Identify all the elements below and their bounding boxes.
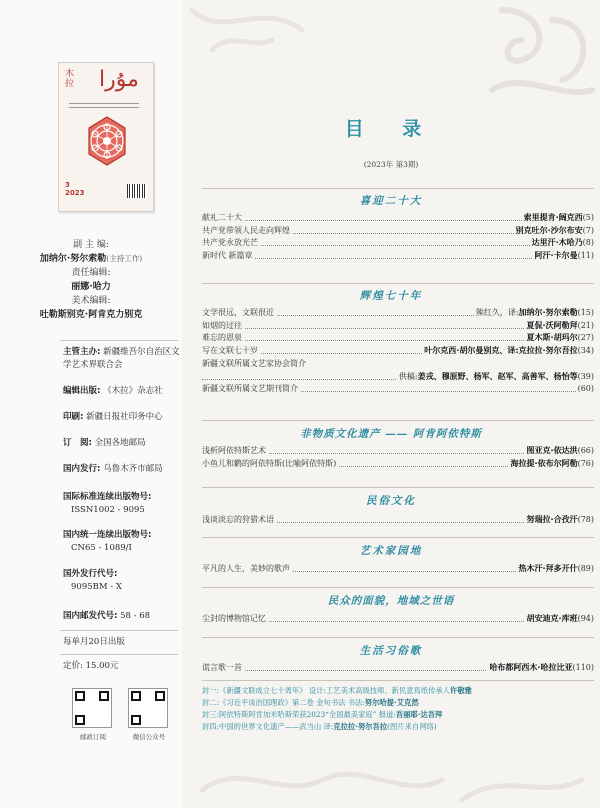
corner-ornament-icon — [482, 0, 600, 120]
entry-credit-prefix: 熊红久，译: — [475, 308, 519, 317]
toc-entry[interactable] — [202, 237, 594, 249]
cover-script-title: مۇرا — [99, 67, 139, 92]
cover-credit-note: (图片来自网络) — [387, 722, 437, 731]
section-divider — [202, 487, 594, 488]
entry-author: 图亚克·依达洪 — [526, 446, 578, 455]
foreign-value: 9095BM - X — [71, 582, 122, 592]
toc-entry[interactable] — [202, 332, 594, 344]
art-editor-name: 吐勒斯别克·阿肯克力别克 — [39, 310, 143, 320]
left-column — [0, 0, 182, 808]
entry-author-page — [530, 237, 594, 249]
postal-qr-block — [72, 688, 114, 741]
cover-subtitle-line — [69, 107, 139, 108]
entry-title: 如烟的过往 — [202, 320, 242, 330]
cn-number-info — [63, 529, 181, 555]
art-editor-label: 美术编辑: — [71, 296, 111, 306]
entry-title: 小鱼儿和鹳的阿依特斯(比喻阿依特斯) — [202, 458, 337, 468]
order-value: 全国各地邮局 — [94, 438, 146, 448]
deputy-editor-label: 副 主 编: — [73, 240, 109, 250]
entry-author-page — [533, 250, 594, 262]
entry-title: 浅析阿依特斯艺术 — [202, 446, 266, 455]
postal-label: 国内邮发代号: — [63, 611, 118, 621]
section-heading: 艺术家园地 — [359, 545, 423, 557]
foreign-label: 国外发行代号: — [63, 569, 118, 579]
entry-page: (8) — [582, 238, 594, 248]
cover-credit-text: 封三:阿依特斯阿肯加米哈斯荣获2023“全国最美家庭” 报道: — [202, 710, 396, 719]
toc-entry[interactable] — [202, 320, 594, 332]
entry-author-page — [474, 307, 594, 319]
masthead — [0, 238, 182, 322]
entry-title: 新疆文联所属文艺家协会简介 — [202, 358, 306, 368]
entry-title: 写在文联七十岁 — [202, 346, 258, 356]
cover-credit-name: 克拉拉·努尔吾拉 — [333, 722, 388, 731]
entry-page: (21) — [577, 320, 594, 330]
entry-title: 献礼二十大 — [202, 213, 242, 222]
issn-label: 国际标准连续出版物号: — [63, 492, 152, 502]
printer-value: 新疆日报社印务中心 — [86, 412, 163, 422]
entry-author-page — [422, 345, 594, 357]
entry-author: 别克吐尔·沙尔布安 — [515, 225, 583, 235]
responsible-editor-name: 丽娜·哈力 — [71, 282, 111, 292]
entry-author: 姜戎、穆原野、杨军、赵军、高善军、杨怡等 — [417, 371, 578, 381]
entry-page: (34) — [577, 346, 594, 356]
entry-author-page — [525, 514, 594, 526]
entry-author-page — [576, 383, 594, 395]
printer-label: 印刷: — [63, 412, 84, 422]
domestic-value: 乌鲁木齐市邮局 — [103, 464, 163, 474]
cover-credit-name: 努尔哈提·艾克然 — [364, 698, 419, 707]
toc-entry[interactable] — [202, 662, 594, 674]
entry-author: 索里提肯·阔克西 — [523, 213, 583, 222]
entry-author: 海拉提·依布尔阿勒 — [510, 458, 578, 468]
publisher-info — [63, 385, 181, 398]
entry-title: 平凡的人生，美妙的歌声 — [202, 564, 290, 573]
entry-page: (76) — [577, 458, 594, 468]
cover-credit-line — [202, 686, 594, 696]
entry-author-page — [509, 458, 594, 470]
entry-page: (89) — [577, 564, 594, 573]
section-heading: 喜迎二十大 — [359, 195, 423, 207]
entry-page: (78) — [577, 515, 594, 524]
magazine-cover-thumbnail — [58, 62, 154, 212]
section-heading: 民俗文化 — [366, 495, 416, 507]
issn-info — [63, 491, 181, 517]
order-info — [63, 437, 181, 450]
toc-entry[interactable] — [202, 563, 594, 575]
cover-issue-number — [65, 181, 84, 197]
issue-line: (2023年 第3期) — [363, 160, 419, 169]
divider — [60, 654, 178, 655]
entry-author-page — [397, 371, 594, 383]
toc-entry[interactable] — [202, 225, 594, 237]
entry-author-page — [514, 225, 594, 237]
section-heading: 非物质文化遗产 —— 阿肯阿依特斯 — [300, 428, 482, 440]
toc-entry[interactable] — [202, 613, 594, 625]
entry-credit-prefix: 供稿: — [398, 371, 418, 381]
cover-credit-name: 许敬雅 — [450, 686, 472, 695]
cover-issue: 3 — [65, 181, 70, 189]
entry-author: 叶尔克西·胡尔曼别克、译:克拉拉·努尔吾拉 — [424, 346, 578, 356]
section-heading: 民众的面貌，地域之世语 — [327, 595, 455, 607]
entry-page: (66) — [577, 446, 594, 455]
toc-entry[interactable] — [202, 383, 594, 395]
entry-page: (110) — [572, 663, 594, 672]
sponsor-info — [63, 346, 181, 372]
domestic-label: 国内发行: — [63, 464, 101, 474]
entry-author: 哈布都阿西木·哈拉比亚 — [489, 663, 573, 672]
toc-entry[interactable] — [202, 445, 594, 457]
entry-author-page — [525, 445, 594, 457]
deputy-editor-note: (主持工作) — [106, 254, 143, 263]
wechat-qr-caption: 微信公众号 — [132, 733, 166, 741]
publisher-label: 编辑出版: — [63, 386, 101, 396]
toc-entry[interactable] — [202, 345, 594, 357]
entry-author: 胡安迪克·库班 — [526, 614, 578, 623]
corner-ornament-icon — [182, 0, 322, 60]
printer-info — [63, 411, 181, 424]
wechat-qr-block — [128, 688, 170, 741]
entry-author-page — [487, 662, 594, 674]
entry-page: (15) — [577, 308, 594, 317]
entry-author-page — [522, 212, 594, 224]
toc-entry[interactable] — [202, 307, 594, 319]
postal-qr-code-icon — [72, 688, 112, 728]
divider — [60, 630, 178, 631]
entry-author-page — [525, 332, 594, 344]
entry-author: 加纳尔·努尔索勒 — [518, 308, 578, 317]
toc-entry[interactable] — [202, 358, 594, 370]
cover-credit-text: 封四:中国的世界文化遗产——武当山 译: — [202, 722, 334, 731]
entry-author: 达里汗·木哈乃 — [531, 238, 583, 248]
section-heading: 生活习俗歌 — [359, 645, 423, 657]
cover-credit-text: 封一:《新疆文联成立七十周年》 设计:工艺美术高级技师、新民意焉纸传承人 — [202, 686, 451, 695]
toc-entry[interactable] — [202, 371, 594, 383]
section-divider — [202, 637, 594, 638]
section-divider — [202, 283, 594, 284]
cn-label: 国内统一连续出版物号: — [63, 530, 152, 540]
entry-title: 文学很远，文联很近 — [202, 308, 274, 317]
entry-author: 热木汗·拜多开什 — [518, 564, 578, 573]
foreign-code-info — [63, 568, 181, 594]
entry-title: 共产党永放光芒 — [202, 238, 258, 248]
entry-author-page — [525, 320, 594, 332]
entry-page: (11) — [577, 251, 594, 261]
sponsor-value: 新疆维吾尔自治区文学艺术界联合会 — [63, 347, 180, 370]
toc-entry[interactable] — [202, 250, 594, 262]
price: 定价: 15.00元 — [63, 661, 119, 671]
section-divider — [202, 587, 594, 588]
section-heading: 辉煌七十年 — [359, 290, 423, 302]
entry-author: 夏侃·沃阿勒拜 — [526, 320, 578, 330]
publish-schedule: 每单月20日出版 — [63, 637, 125, 647]
entry-page: (60) — [577, 384, 594, 394]
section-divider — [202, 420, 594, 421]
entry-author: 阿汗·卡尔曼 — [534, 251, 578, 261]
entry-author-page — [525, 613, 594, 625]
entry-page: (94) — [577, 614, 594, 623]
entry-author: 努瑞拉·合孜汗 — [526, 515, 578, 524]
cover-year: 2023 — [65, 189, 85, 197]
section-divider — [202, 680, 594, 681]
cover-subtitle-line — [69, 103, 139, 104]
toc-entry[interactable] — [202, 212, 594, 224]
entry-title: 难忘的恩泉 — [202, 333, 242, 343]
entry-title: 新疆文联所属文艺期刊简介 — [202, 384, 298, 394]
sponsor-label: 主管主办: — [63, 347, 101, 357]
cover-credit-line — [202, 698, 594, 708]
entry-page: (27) — [577, 333, 594, 343]
domestic-distribution-info — [63, 463, 181, 476]
rosette-ornament-icon — [83, 113, 131, 175]
entry-title: 共产党带领人民走向辉煌 — [202, 225, 290, 235]
entry-title: 尘封的博物馆记忆 — [202, 614, 266, 623]
cover-credit-name: 吾丽耶·达吾拜 — [395, 710, 443, 719]
cover-credit-text: 封二:《习近平谈治国理政》第二卷 金句书法 书法: — [202, 698, 365, 707]
publisher-value: 《木拉》杂志社 — [103, 386, 163, 396]
divider — [60, 340, 178, 341]
barcode-icon — [127, 184, 147, 198]
entry-title: 谎言歌一首 — [202, 663, 242, 672]
responsible-editor-label: 责任编辑: — [71, 268, 111, 278]
section-divider — [202, 188, 594, 189]
entry-page: (7) — [582, 225, 594, 235]
entry-page: (39) — [577, 371, 594, 381]
entry-title: 新时代 新篇章 — [202, 251, 253, 261]
postal-value: 58 - 68 — [120, 611, 151, 621]
cover-credit-line — [202, 710, 594, 720]
cn-value: CN65 - 1089/I — [71, 543, 132, 553]
cover-chinese-title: 木拉 — [65, 69, 75, 89]
toc-title: 目 录 — [344, 118, 438, 140]
postal-code-info — [63, 610, 181, 623]
postal-qr-caption: 邮政订阅 — [80, 733, 106, 741]
entry-page: (5) — [582, 213, 594, 222]
toc-entry[interactable] — [202, 458, 594, 470]
issn-value: ISSN1002 - 9095 — [71, 505, 145, 515]
entry-title: 浅谈淡忘的狩猎术语 — [202, 515, 274, 524]
wechat-qr-code-icon — [128, 688, 168, 728]
section-divider — [202, 537, 594, 538]
table-of-contents — [182, 0, 600, 808]
cover-credit-line — [202, 722, 594, 732]
entry-author: 夏木斯·胡玛尔 — [526, 333, 578, 343]
toc-entry[interactable] — [202, 514, 594, 526]
entry-author-page — [517, 563, 594, 575]
deputy-editor-name: 加纳尔·努尔索勒 — [39, 254, 107, 264]
order-label: 订 阅: — [63, 438, 92, 448]
